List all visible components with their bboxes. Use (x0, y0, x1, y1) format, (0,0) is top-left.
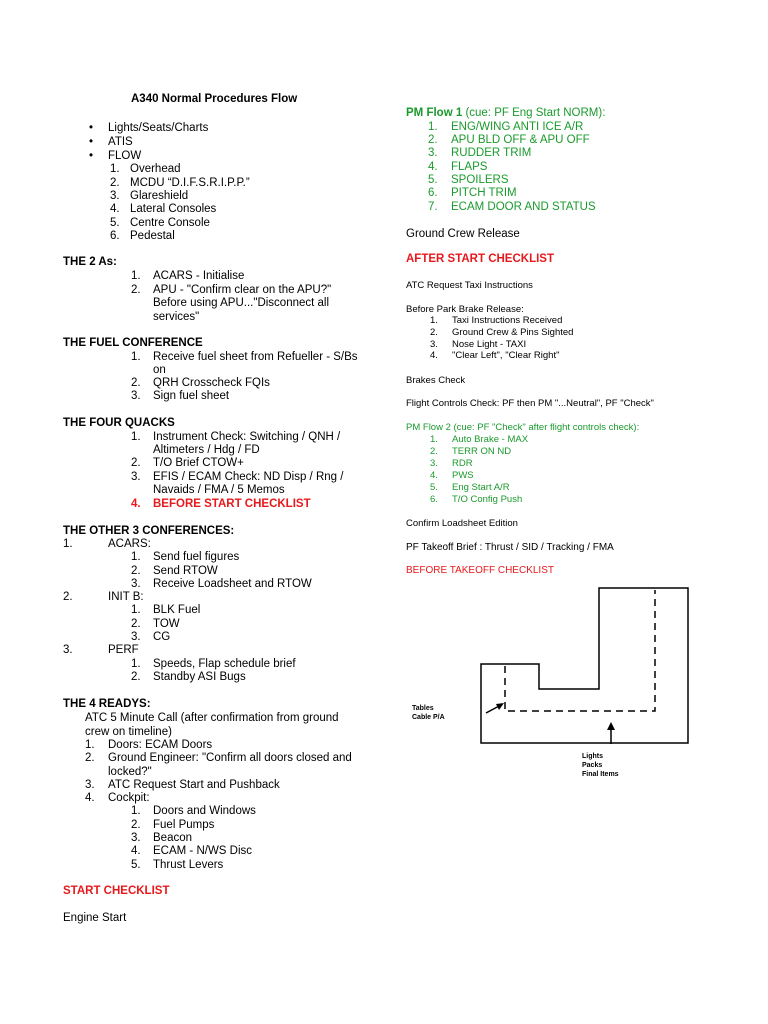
park-brake-item: Nose Light - TAXI (452, 339, 527, 350)
pm-flow2-item: Eng Start A/R (452, 482, 510, 493)
bullet-item: FLOW (108, 150, 142, 162)
list-number: 2. (131, 618, 141, 630)
list-number: 7. (428, 201, 438, 213)
takeoff-brief: PF Takeoff Brief : Thrust / SID / Tracking / FMA (406, 542, 614, 553)
list-number: 3. (131, 631, 141, 643)
list-number: 3. (428, 147, 438, 159)
bullet-item: ATIS (108, 136, 133, 148)
list-item: ATC Request Start and Pushback (108, 779, 280, 791)
list-number: 4. (85, 792, 95, 804)
flow-item: Centre Console (130, 217, 210, 229)
list-number: 4. (430, 470, 438, 481)
list-number: 1. (131, 551, 141, 563)
section-heading: THE FOUR QUACKS (63, 417, 175, 429)
list-number: 3. (63, 644, 73, 656)
diagram-label-final: Final Items (582, 771, 619, 778)
list-item: Ground Engineer: "Confirm all doors closed and locked?" (108, 752, 352, 778)
before-takeoff-checklist: BEFORE TAKEOFF CHECKLIST (406, 565, 554, 576)
list-number: 2. (131, 565, 141, 577)
section-heading: THE 4 READYS: (63, 698, 151, 710)
list-item: Speeds, Flap schedule brief (153, 658, 296, 670)
list-number: 1. (110, 163, 120, 175)
flow-item: Glareshield (130, 190, 189, 202)
diagram-outline (481, 588, 688, 743)
list-number: 3. (430, 339, 438, 350)
list-number: 2. (110, 177, 120, 189)
list-number: 4. (428, 161, 438, 173)
list-item: Fuel Pumps (153, 819, 215, 831)
pm-flow1-item: PITCH TRIM (451, 187, 517, 199)
list-number: 5. (430, 482, 438, 493)
pm-flow2-item: T/O Config Push (452, 494, 523, 505)
list-number: 3. (131, 578, 141, 590)
park-brake-item: "Clear Left", "Clear Right" (452, 350, 560, 361)
list-number: 2. (131, 671, 141, 683)
list-item: APU - "Confirm clear on the APU?" (153, 284, 332, 296)
list-number: 1. (131, 805, 141, 817)
flow-item: MCDU “D.I.F.S.R.I.P.P.” (130, 177, 250, 189)
list-item: Standby ASI Bugs (153, 671, 246, 683)
list-item: Instrument Check: Switching / QNH / (153, 431, 341, 443)
pm-flow1-item: ECAM DOOR AND STATUS (451, 201, 596, 213)
list-item: Altimeters / Hdg / FD (153, 444, 260, 456)
list-item: Cockpit: (108, 792, 150, 804)
cockpit-flow-diagram (400, 580, 720, 790)
list-item: TOW (153, 618, 180, 630)
pm-flow1-item: SPOILERS (451, 174, 509, 186)
diagram-label-lights: Lights (582, 753, 603, 760)
list-number: 1. (85, 739, 95, 751)
bullet-dot: • (89, 122, 94, 134)
list-number: 1. (131, 658, 141, 670)
list-number: 1. (430, 315, 438, 326)
pm-flow1-item: APU BLD OFF & APU OFF (451, 134, 590, 146)
list-number: 1. (131, 604, 141, 616)
atc-call: ATC 5 Minute Call (after confirmation from ground crew on timeline) (85, 712, 339, 738)
list-number: 3. (110, 190, 120, 202)
flow-item: Pedestal (130, 230, 175, 242)
list-number: 6. (430, 494, 438, 505)
pm-flow1-heading (406, 107, 605, 121)
after-start-checklist: AFTER START CHECKLIST (406, 253, 555, 265)
pm-flow1-item: RUDDER TRIM (451, 147, 532, 159)
list-number: 1. (131, 351, 141, 363)
list-number: 2. (131, 284, 141, 296)
before-start-checklist: BEFORE START CHECKLIST (153, 498, 311, 510)
list-item: QRH Crosscheck FQIs (153, 377, 270, 389)
section-heading: THE FUEL CONFERENCE (63, 337, 203, 349)
list-number: 2. (430, 327, 438, 338)
list-number: 1. (131, 431, 141, 443)
list-item: ECAM - N/WS Disc (153, 845, 253, 857)
list-item: Receive Loadsheet and RTOW (153, 578, 312, 590)
loadsheet: Confirm Loadsheet Edition (406, 518, 518, 529)
list-number: 2. (63, 591, 73, 603)
list-item: Send RTOW (153, 565, 218, 577)
list-item: Doors and Windows (153, 805, 256, 817)
list-number: 6. (428, 187, 438, 199)
list-item: ACARS - Initialise (153, 270, 245, 282)
list-number: 1. (428, 121, 438, 133)
list-number: 1. (63, 538, 73, 550)
list-item: Sign fuel sheet (153, 390, 230, 402)
page-title: A340 Normal Procedures Flow (131, 93, 298, 105)
list-number: 4. (131, 845, 141, 857)
list-item: Thrust Levers (153, 859, 224, 871)
engine-start: Engine Start (63, 912, 127, 924)
list-item: CG (153, 631, 171, 643)
diagram-label-cable: Cable P/A (412, 714, 445, 721)
conference-label: ACARS: (108, 538, 151, 550)
park-brake-item: Taxi Instructions Received (452, 315, 563, 326)
ground-crew-release: Ground Crew Release (406, 228, 520, 240)
list-number: 1. (131, 270, 141, 282)
list-item: services" (153, 311, 200, 323)
start-checklist: START CHECKLIST (63, 885, 170, 897)
list-item: BLK Fuel (153, 604, 201, 616)
pm-flow2-item: RDR (452, 458, 473, 469)
flow-item: Lateral Consoles (130, 203, 217, 215)
park-brake-item: Ground Crew & Pins Sighted (452, 327, 574, 338)
section-heading: THE 2 As: (63, 256, 117, 268)
list-number: 3. (131, 471, 141, 483)
list-number: 3. (430, 458, 438, 469)
list-item: EFIS / ECAM Check: ND Disp / Rng / (153, 471, 344, 483)
flow-item: Overhead (130, 163, 181, 175)
bullet-dot: • (89, 150, 94, 162)
list-number: 2. (428, 134, 438, 146)
list-number: 3. (131, 832, 141, 844)
flow-dashed-path (505, 590, 655, 711)
pm-flow2-item: PWS (452, 470, 474, 481)
list-number: 2. (131, 819, 141, 831)
diagram-label-tables: Tables (412, 705, 434, 712)
list-number: 1. (430, 434, 438, 445)
list-number: 4. (131, 498, 141, 510)
list-item: Beacon (153, 832, 193, 844)
pm-flow1-item: FLAPS (451, 161, 488, 173)
list-item: Send fuel figures (153, 551, 240, 563)
park-brake-heading: Before Park Brake Release: (406, 304, 524, 315)
section-heading: THE OTHER 3 CONFERENCES: (63, 525, 235, 537)
pm-flow1-cue: (cue: PF Eng Start NORM): (465, 107, 606, 119)
list-number: 5. (131, 859, 141, 871)
diagram-label-packs: Packs (582, 762, 603, 769)
flight-controls-check: Flight Controls Check: PF then PM "...Neutral", PF "Check" (406, 398, 654, 409)
pm-flow2-item: TERR ON ND (452, 446, 512, 457)
brakes-check: Brakes Check (406, 375, 466, 386)
list-item: Receive fuel sheet from Refueller - S/Bs (153, 351, 358, 363)
atc-taxi: ATC Request Taxi Instructions (406, 280, 533, 291)
list-number: 4. (430, 350, 438, 361)
pm-flow1-label: PM Flow 1 (406, 107, 463, 119)
bullet-dot: • (89, 136, 94, 148)
list-number: 2. (430, 446, 438, 457)
list-number: 5. (428, 174, 438, 186)
pm-flow2-heading: PM Flow 2 (cue: PF "Check" after flight controls check): (406, 422, 640, 433)
list-number: 2. (131, 377, 141, 389)
list-number: 4. (110, 203, 120, 215)
conference-label: INIT B: (108, 591, 144, 603)
list-item: Navaids / FMA / 5 Memos (153, 484, 285, 496)
arrow-head-up (607, 722, 615, 730)
pm-flow1-item: ENG/WING ANTI ICE A/R (451, 121, 584, 133)
pm-flow2-item: Auto Brake - MAX (452, 434, 529, 445)
list-number: 5. (110, 217, 120, 229)
list-number: 2. (131, 457, 141, 469)
list-item: Doors: ECAM Doors (108, 739, 213, 751)
list-item: on (153, 364, 166, 376)
list-number: 3. (85, 779, 95, 791)
list-item: T/O Brief CTOW+ (153, 457, 244, 469)
conference-label: PERF (108, 644, 139, 656)
list-item: Before using APU..."Disconnect all (153, 297, 330, 309)
list-number: 2. (85, 752, 95, 764)
list-number: 6. (110, 230, 120, 242)
bullet-item: Lights/Seats/Charts (108, 122, 209, 134)
list-number: 3. (131, 390, 141, 402)
